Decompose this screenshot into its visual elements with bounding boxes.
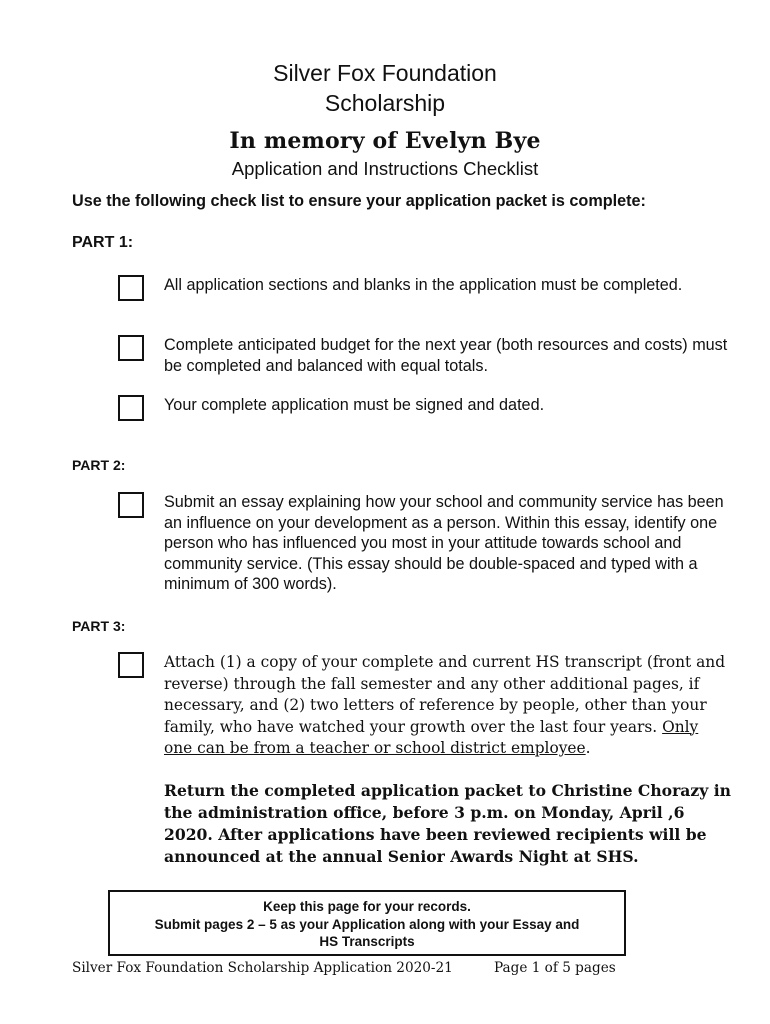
part2-item1-text: Submit an essay explaining how your school and community service has been an influence on your development as a person. Within this essay, identify one person who has influenced you most in your attitude towards school and community service. (This essay should be double-spaced and typed with a minimum of 300 words). xyxy=(164,493,724,593)
title-line-2: Scholarship xyxy=(324,90,446,116)
subtitle: Application and Instructions Checklist xyxy=(231,158,539,179)
part3-item1-end: . xyxy=(585,739,591,757)
part1-item3-text: Your complete application must be signed and dated. xyxy=(164,396,545,414)
footer-left: Silver Fox Foundation Scholarship Application 2020-21 xyxy=(72,960,453,976)
footer-page-number: Page 1 of 5 pages xyxy=(494,960,616,976)
return-notice: Return the completed application packet to Christine Chorazy in the administration office, before 3 p.m. on Monday, April ,6 2020. After applications have been reviewed recipients will be announced at the annual Senior Awards Night at SHS. xyxy=(164,781,731,866)
title-line-1: Silver Fox Foundation xyxy=(273,60,497,86)
checkbox-part1-item1[interactable] xyxy=(118,275,144,301)
records-line-1: Keep this page for your records. xyxy=(263,899,471,914)
instructions-text: Use the following check list to ensure your application packet is complete: xyxy=(72,192,646,210)
records-notice-box xyxy=(108,890,626,956)
checkbox-part1-item3[interactable] xyxy=(118,395,144,421)
part3-item1-underlined: Only one can be from a teacher or school district employee xyxy=(164,717,699,757)
checkbox-part1-item2[interactable] xyxy=(118,335,144,361)
records-line-3: HS Transcripts xyxy=(319,934,415,949)
part3-item1-main: Attach (1) a copy of your complete and current HS transcript (front and reverse) through the fall semester and any other additional pages, if necessary, and (2) two letters of reference by people, other than your family, who have watched your growth over the last four years. xyxy=(164,653,726,736)
part1-item1-text: All application sections and blanks in the application must be completed. xyxy=(164,276,683,294)
checkbox-part3-item1[interactable] xyxy=(118,652,144,678)
part-2-label: PART 2: xyxy=(72,457,126,473)
checkbox-part2-item1[interactable] xyxy=(118,492,144,518)
part-3-label: PART 3: xyxy=(72,618,126,634)
records-line-2: Submit pages 2 – 5 as your Application along with your Essay and xyxy=(154,916,580,932)
part-1-label: PART 1: xyxy=(72,234,134,251)
memorial-heading: In memory of Evelyn Bye xyxy=(229,128,541,154)
part3-item1-text xyxy=(164,652,729,760)
part1-item2-text: Complete anticipated budget for the next year (both resources and costs) must be completed and balanced with equal totals. xyxy=(164,336,728,375)
